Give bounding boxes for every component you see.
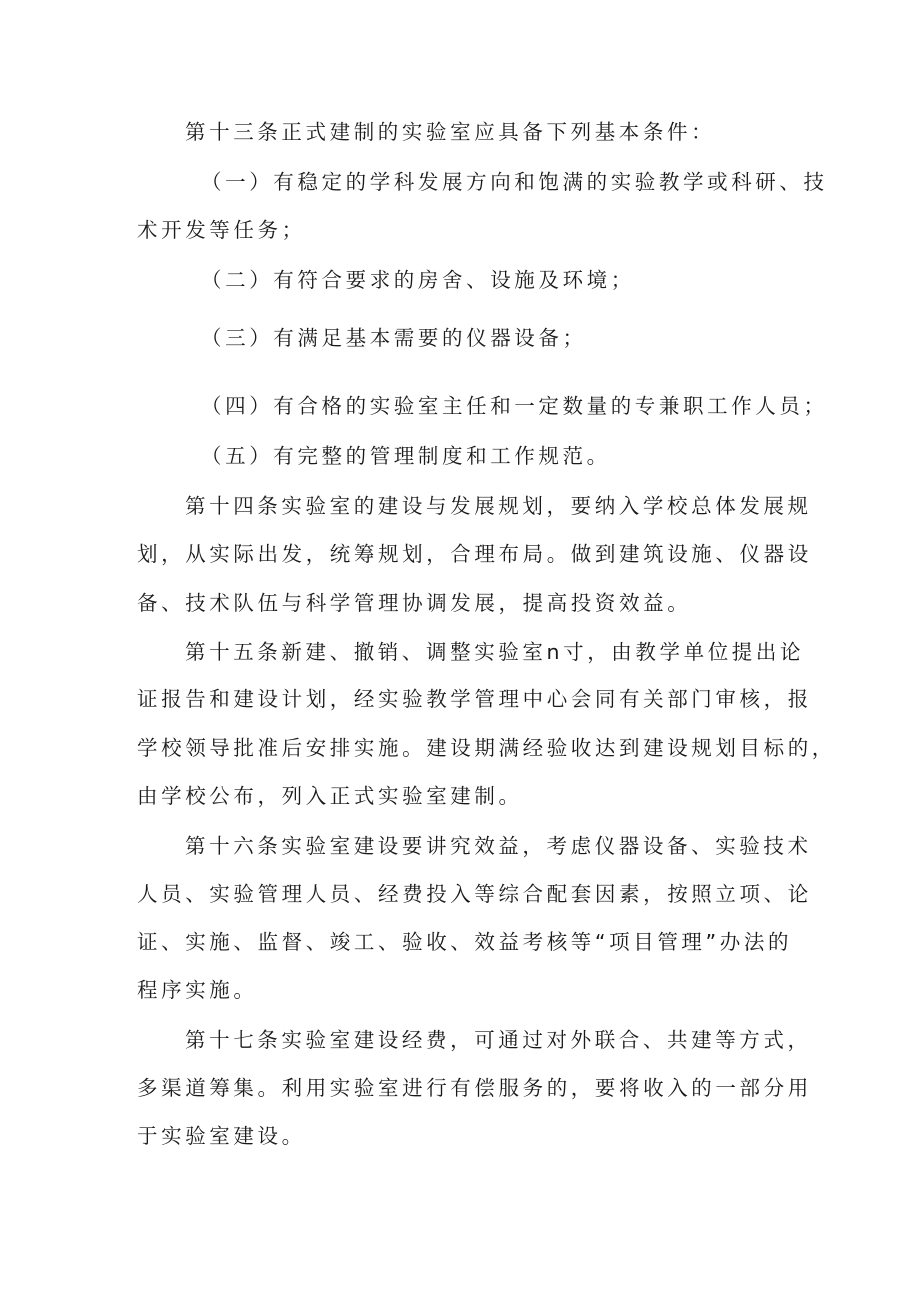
article-14-line-1: 第十四条实验室的建设与发展规划，要纳入学校总体发展规 [185, 494, 812, 518]
article-16-line-3: 证、实施、监督、竣工、验收、效益考核等“项目管理”办法的 [137, 930, 793, 954]
article-14-line-2: 划，从实际出发，统筹规划，合理布局。做到建筑设施、仪器设 [137, 542, 812, 566]
article-16-line-2: 人员、实验管理人员、经费投入等综合配套因素，按照立项、论 [137, 882, 812, 906]
article-17-line-1: 第十七条实验室建设经费，可通过对外联合、共建等方式， [185, 1028, 812, 1052]
article-13-item-3: （三）有满足基本需要的仪器设备； [201, 326, 587, 350]
article-16-line-1: 第十六条实验室建设要讲究效益，考虑仪器设备、实验技术 [185, 834, 812, 858]
article-15-line-3: 学校领导批准后安排实施。建设期满经验收达到建设规划目标的， [137, 736, 836, 760]
article-15-line-4: 由学校公布，列入正式实验室建制。 [137, 784, 523, 808]
article-15-line-2: 证报告和建设计划，经实验教学管理中心会同有关部门审核，报 [137, 687, 812, 711]
article-17-line-3: 于实验室建设。 [137, 1124, 306, 1148]
article-13-item-1-cont: 术开发等任务； [137, 218, 306, 242]
article-16-line-4: 程序实施。 [137, 978, 258, 1002]
article-13-item-2: （二）有符合要求的房舍、设施及环境； [201, 268, 635, 292]
article-14-line-3: 备、技术队伍与科学管理协调发展，提高投资效益。 [137, 591, 692, 615]
article-13-item-4: （四）有合格的实验室主任和一定数量的专兼职工作人员； [201, 394, 828, 418]
article-13-heading: 第十三条正式建制的实验室应具备下列基本条件： [185, 120, 716, 144]
article-13-item-5: （五）有完整的管理制度和工作规范。 [201, 444, 611, 468]
article-13-item-1: （一）有稳定的学科发展方向和饱满的实验教学或科研、技 [201, 170, 828, 194]
article-15-line-1: 第十五条新建、撤销、调整实验室n寸，由教学单位提出论 [185, 640, 805, 664]
article-17-line-2: 多渠道筹集。利用实验室进行有偿服务的，要将收入的一部分用 [137, 1076, 812, 1100]
